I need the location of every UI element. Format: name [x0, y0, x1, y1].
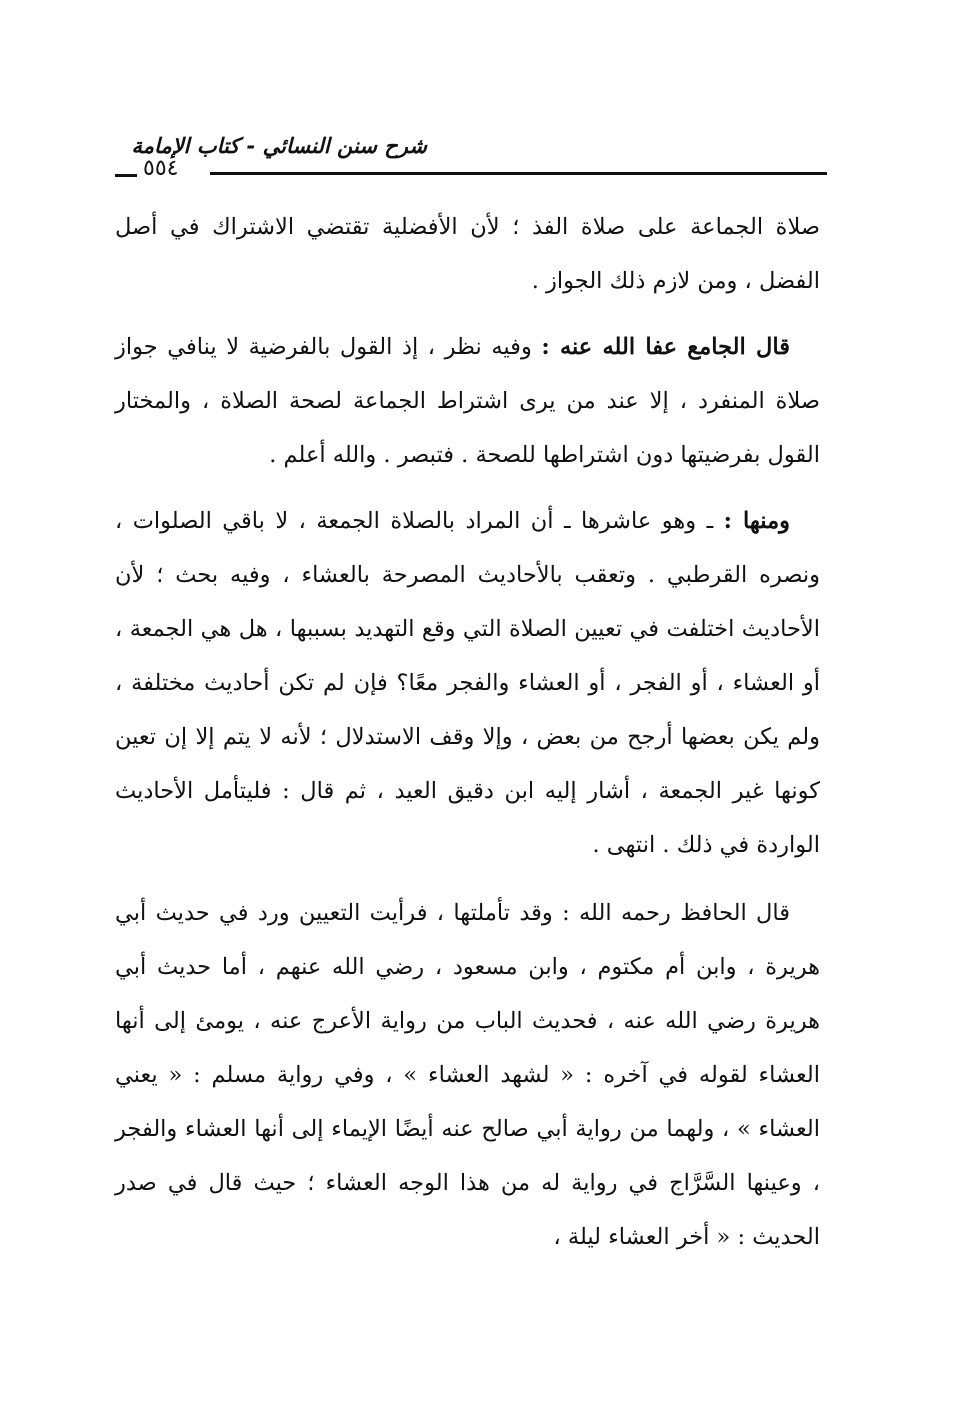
paragraph-2: [115, 320, 820, 482]
paragraph-3: [115, 494, 820, 872]
book-title: شرح سنن النسائي - كتاب الإمامة: [131, 134, 427, 158]
paragraph-1-text: صلاة الجماعة على صلاة الفذ ؛ لأن الأفضلية تقتضي الاشتراك في أصل الفضل ، ومن لازم ذلك الجواز .: [115, 214, 820, 294]
paragraph-1: [115, 200, 820, 308]
paragraph-3-lead: ومنها :: [723, 508, 790, 534]
paragraph-4: [115, 886, 820, 1264]
header-rule: [210, 172, 827, 175]
paragraph-3-text: ـ وهو عاشرها ـ أن المراد بالصلاة الجمعة ، لا باقي الصلوات ، ونصره القرطبي . وتعقب بالأحاديث المصرحة بالعشاء ، وفيه بحث ؛ لأن الأحاديث اختلفت في تعيين الصلاة التي وقع التهديد بسببها ، هل هي الجمعة ، أو العشاء ، أو الفجر ، أو العشاء والفجر معًا؟ فإن لم تكن أحاديث مختلفة ، ولم يكن بعضها أرجح من بعض ، وإلا وقف الاستدلال ؛ لأنه لا يتم إلا إن تعين كونها غير الجمعة ، أشار إليه ابن دقيق العيد ، ثم قال : فليتأمل الأحاديث الواردة في ذلك . انتهى .: [115, 508, 820, 858]
paragraph-4-text: قال الحافظ رحمه الله : وقد تأملتها ، فرأيت التعيين ورد في حديث أبي هريرة ، وابن أم مكتوم ، وابن مسعود ، رضي الله عنهم ، أما حديث أبي هريرة رضي الله عنه ، فحديث الباب من رواية الأعرج عنه ، يومئ إلى أنها العشاء لقوله في آخره : « لشهد العشاء » ، وفي رواية مسلم : « يعني العشاء » ، ولهما من رواية أبي صالح عنه أيضًا الإيماء إلى أنها العشاء والفجر ، وعينها السَّرَّاج في رواية له من هذا الوجه العشاء ؛ حيث قال في صدر الحديث : « أخر العشاء ليلة ،: [115, 900, 820, 1250]
page-header: [115, 134, 827, 184]
header-rule-short: [115, 174, 137, 177]
page-body: [115, 200, 820, 1276]
page-number: ٥٥٤: [143, 156, 179, 181]
paragraph-2-lead: قال الجامع عفا الله عنه :: [541, 334, 790, 360]
paragraph-2-text: وفيه نظر ، إذ القول بالفرضية لا ينافي جواز صلاة المنفرد ، إلا عند من يرى اشتراط الجماعة لصحة الصلاة ، والمختار القول بفرضيتها دون اشتراطها للصحة . فتبصر . والله أعلم .: [115, 334, 820, 468]
